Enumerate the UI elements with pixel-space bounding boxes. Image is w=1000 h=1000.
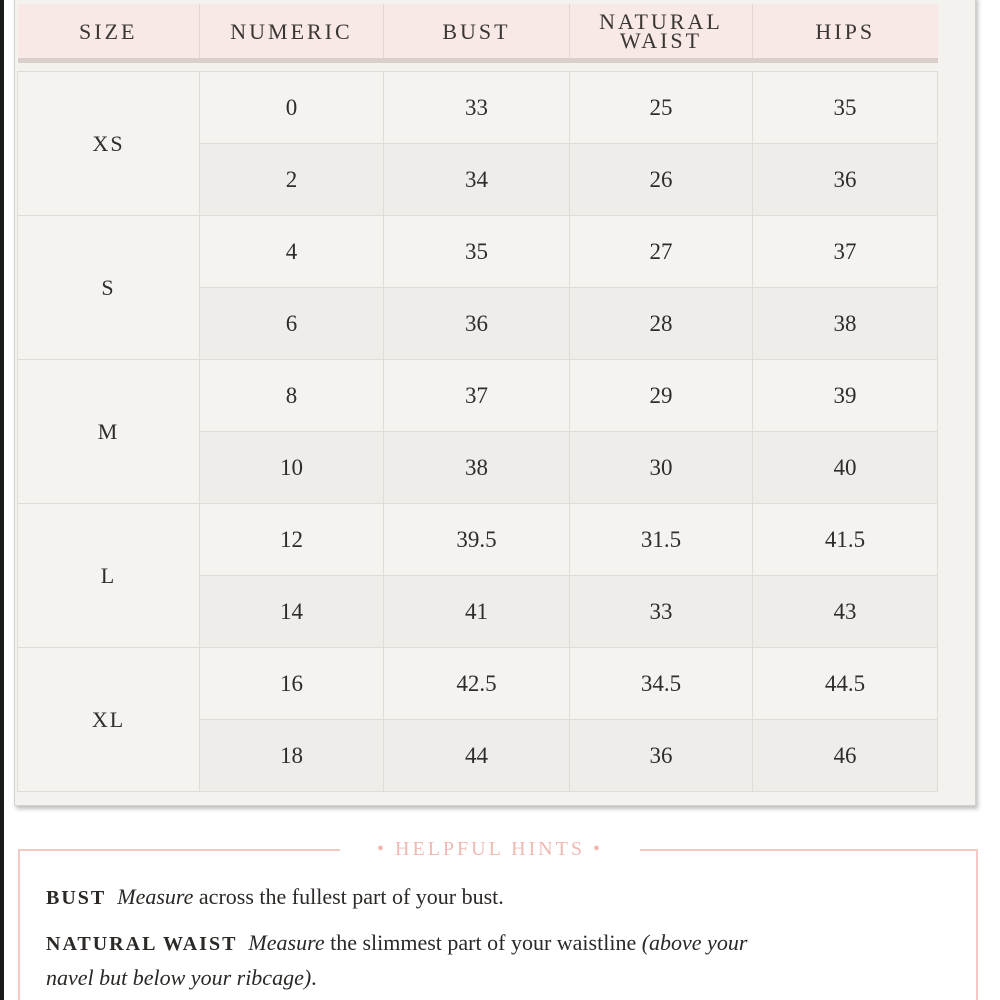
table-row	[18, 360, 938, 432]
bust-cell: 42.5	[384, 648, 570, 720]
header-waist-line1: NATURAL	[599, 9, 723, 34]
waist-cell: 25	[570, 72, 753, 144]
bust-cell: 41	[384, 576, 570, 648]
numeric-cell: 10	[200, 432, 384, 504]
waist-cell: 33	[570, 576, 753, 648]
table-row	[18, 72, 938, 144]
hint-waist-italic-1: (above your	[641, 930, 748, 955]
bust-cell: 33	[384, 72, 570, 144]
bust-cell: 35	[384, 216, 570, 288]
size-label-m: M	[18, 360, 200, 504]
table-row	[18, 648, 938, 720]
helpful-hints-title: • HELPFUL HINTS •	[340, 838, 640, 861]
hint-waist-text: the slimmest part of your waistline	[324, 930, 642, 955]
waist-cell: 36	[570, 720, 753, 792]
header-numeric: NUMERIC	[200, 4, 384, 61]
bust-cell: 34	[384, 144, 570, 216]
numeric-cell: 8	[200, 360, 384, 432]
bust-cell: 37	[384, 360, 570, 432]
hips-cell: 40	[753, 432, 938, 504]
header-spacer	[18, 61, 938, 72]
hips-cell: 43	[753, 576, 938, 648]
header-natural-waist	[570, 4, 753, 61]
waist-cell: 27	[570, 216, 753, 288]
waist-cell: 30	[570, 432, 753, 504]
hint-bust-measure: Measure	[117, 884, 194, 909]
hips-cell: 35	[753, 72, 938, 144]
waist-cell: 34.5	[570, 648, 753, 720]
header-bust: BUST	[384, 4, 570, 61]
bust-cell: 38	[384, 432, 570, 504]
hint-waist-term: NATURAL WAIST	[46, 933, 238, 955]
waist-cell: 31.5	[570, 504, 753, 576]
bust-cell: 44	[384, 720, 570, 792]
size-label-xl: XL	[18, 648, 200, 792]
numeric-cell: 18	[200, 720, 384, 792]
hips-cell: 38	[753, 288, 938, 360]
numeric-cell: 2	[200, 144, 384, 216]
numeric-cell: 0	[200, 72, 384, 144]
waist-cell: 29	[570, 360, 753, 432]
size-label-xs: XS	[18, 72, 200, 216]
numeric-cell: 14	[200, 576, 384, 648]
bust-cell: 39.5	[384, 504, 570, 576]
hips-cell: 44.5	[753, 648, 938, 720]
numeric-cell: 16	[200, 648, 384, 720]
hips-cell: 41.5	[753, 504, 938, 576]
numeric-cell: 4	[200, 216, 384, 288]
hint-bust	[46, 880, 504, 915]
header-hips: HIPS	[753, 4, 938, 61]
hint-bust-term: BUST	[46, 887, 107, 909]
hint-waist-italic-2: navel but below your ribcage)	[46, 965, 312, 990]
hips-cell: 39	[753, 360, 938, 432]
left-edge-border	[0, 0, 4, 1000]
header-waist-line2: WAIST	[619, 28, 703, 53]
size-chart-table	[17, 4, 938, 792]
numeric-cell: 12	[200, 504, 384, 576]
bust-cell: 36	[384, 288, 570, 360]
hips-cell: 37	[753, 216, 938, 288]
numeric-cell: 6	[200, 288, 384, 360]
table-row	[18, 216, 938, 288]
hint-waist-end: .	[311, 965, 317, 990]
size-label-l: L	[18, 504, 200, 648]
header-row	[18, 4, 938, 61]
waist-cell: 26	[570, 144, 753, 216]
header-size: SIZE	[18, 4, 200, 61]
waist-cell: 28	[570, 288, 753, 360]
table-row	[18, 504, 938, 576]
size-label-s: S	[18, 216, 200, 360]
hips-cell: 46	[753, 720, 938, 792]
hint-bust-text: across the fullest part of your bust.	[193, 884, 504, 909]
hips-cell: 36	[753, 144, 938, 216]
hint-natural-waist	[46, 926, 946, 994]
hint-waist-measure: Measure	[248, 930, 325, 955]
